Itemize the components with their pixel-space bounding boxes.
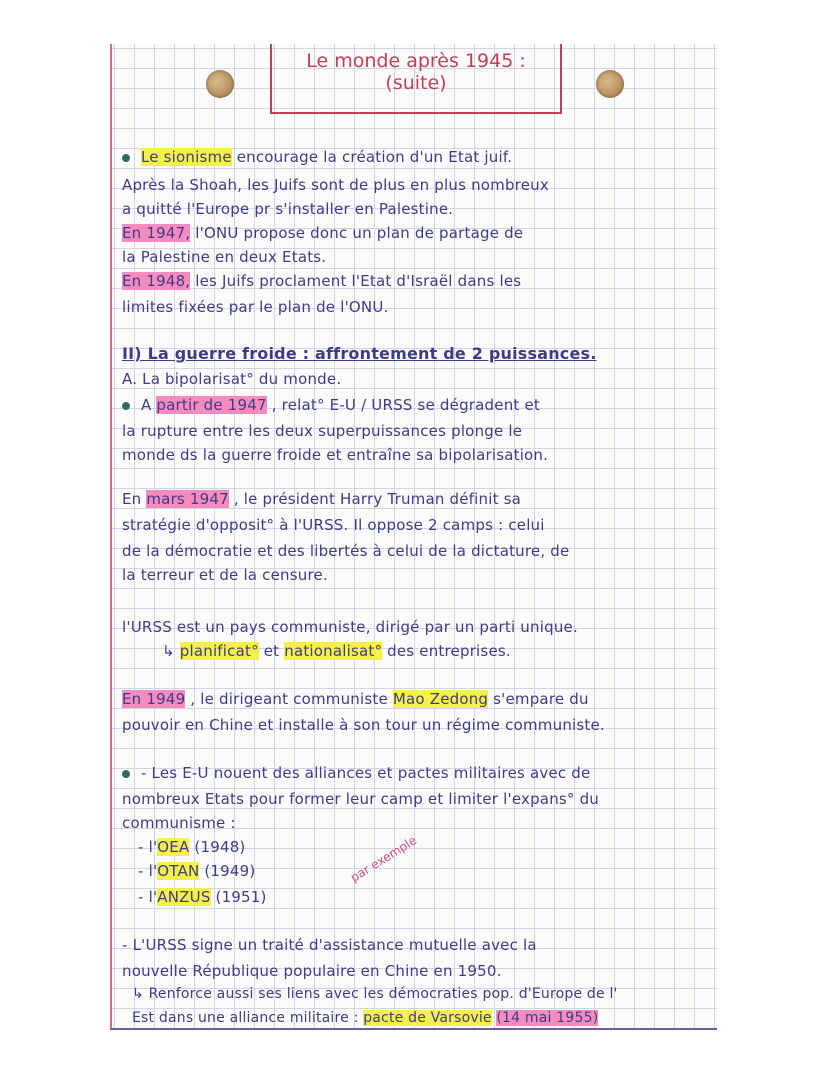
highlight-mars-1947: mars 1947 [146,490,229,508]
bullet-icon [122,770,130,778]
bullet-icon [122,154,130,162]
p2-line-b: la rupture entre les deux superpuissances plonge le [122,422,523,440]
margin-line [110,44,112,1028]
p1-line-e: la Palestine en deux Etats. [122,248,327,266]
p3-line-b: stratégie d'opposit° à l'URSS. Il oppose 2 camps : celui [122,516,545,534]
list-item-oea: - l'OEA (1948) [138,838,246,856]
page-title [270,44,562,114]
p2-line-c: monde ds la guerre froide et entraîne sa bipolarisation. [122,446,549,464]
highlight-14-mai-1955: (14 mai 1955) [496,1010,599,1026]
margin-note: par exemple [347,833,420,885]
p5-line-a: En 1949 , le dirigeant communiste Mao Zedong s'empare du [122,690,589,708]
p1-line-b: Après la Shoah, les Juifs sont de plus en plus nombreux [122,176,549,194]
highlight-planification: planificat° [179,642,259,660]
list-item-anzus: - l'ANZUS (1951) [138,888,267,906]
p1-line-c: a quitté l'Europe pr s'installer en Palestine. [122,200,454,218]
section-2-heading: II) La guerre froide : affrontement de 2 puissances. [122,344,597,363]
p4-line-a: l'URSS est un pays communiste, dirigé par un parti unique. [122,618,578,636]
p5-line-b: pouvoir en Chine et installe à son tour un régime communiste. [122,716,605,734]
p2-line-a: A partir de 1947 , relat° E-U / URSS se dégradent et [122,396,540,414]
p3-line-c: de la démocratie et des libertés à celui de la dictature, de [122,542,570,560]
highlight-pacte-varsovie: pacte de Varsovie [363,1010,492,1026]
p7-line-b: nouvelle République populaire en Chine en 1950. [122,962,502,980]
title-line-1: Le monde après 1945 : [306,50,526,72]
p1-line-a: Le sionisme encourage la création d'un Etat juif. [122,148,512,166]
highlight-anzus: ANZUS [157,888,211,906]
p1-line-f: En 1948, les Juifs proclament l'Etat d'Israël dans les [122,272,522,290]
section-2-subheading: A. La bipolarisat° du monde. [122,370,342,388]
title-line-2: (suite) [385,72,447,94]
p7-line-d: Est dans une alliance militaire : pacte de Varsovie (14 mai 1955) [132,1010,599,1026]
p6-line-a: - Les E-U nouent des alliances et pactes militaires avec de [122,764,590,782]
bullet-icon [122,402,130,410]
p6-line-c: communisme : [122,814,236,832]
highlight-oea: OEA [157,838,190,856]
p1-line-g: limites fixées par le plan de l'ONU. [122,298,389,316]
highlight-mao-zedong: Mao Zedong [392,690,489,708]
notebook-sheet [110,44,717,1030]
p7-line-a: - L'URSS signe un traité d'assistance mutuelle avec la [122,936,537,954]
binder-hole-right [596,70,624,98]
highlight-otan: OTAN [157,862,200,880]
highlight-1949: En 1949 [122,690,186,708]
highlight-partir-1947: partir de 1947 [156,396,267,414]
list-item-otan: - l'OTAN (1949) [138,862,256,880]
p7-line-c: ↳ Renforce aussi ses liens avec les démocraties pop. d'Europe de l' [132,986,618,1002]
p3-line-a: En mars 1947 , le président Harry Truman définit sa [122,490,522,508]
highlight-nationalisation: nationalisat° [284,642,383,660]
highlight-1948: En 1948, [122,272,191,290]
p6-line-b: nombreux Etats pour former leur camp et limiter l'expans° du [122,790,600,808]
binder-hole-left [206,70,234,98]
p4-line-b: ↳ planificat° et nationalisat° des entreprises. [162,642,511,660]
highlight-1947: En 1947, [122,224,191,242]
highlight-sionisme: Le sionisme [140,148,232,166]
p3-line-d: la terreur et de la censure. [122,566,328,584]
p1-line-d: En 1947, l'ONU propose donc un plan de partage de [122,224,524,242]
